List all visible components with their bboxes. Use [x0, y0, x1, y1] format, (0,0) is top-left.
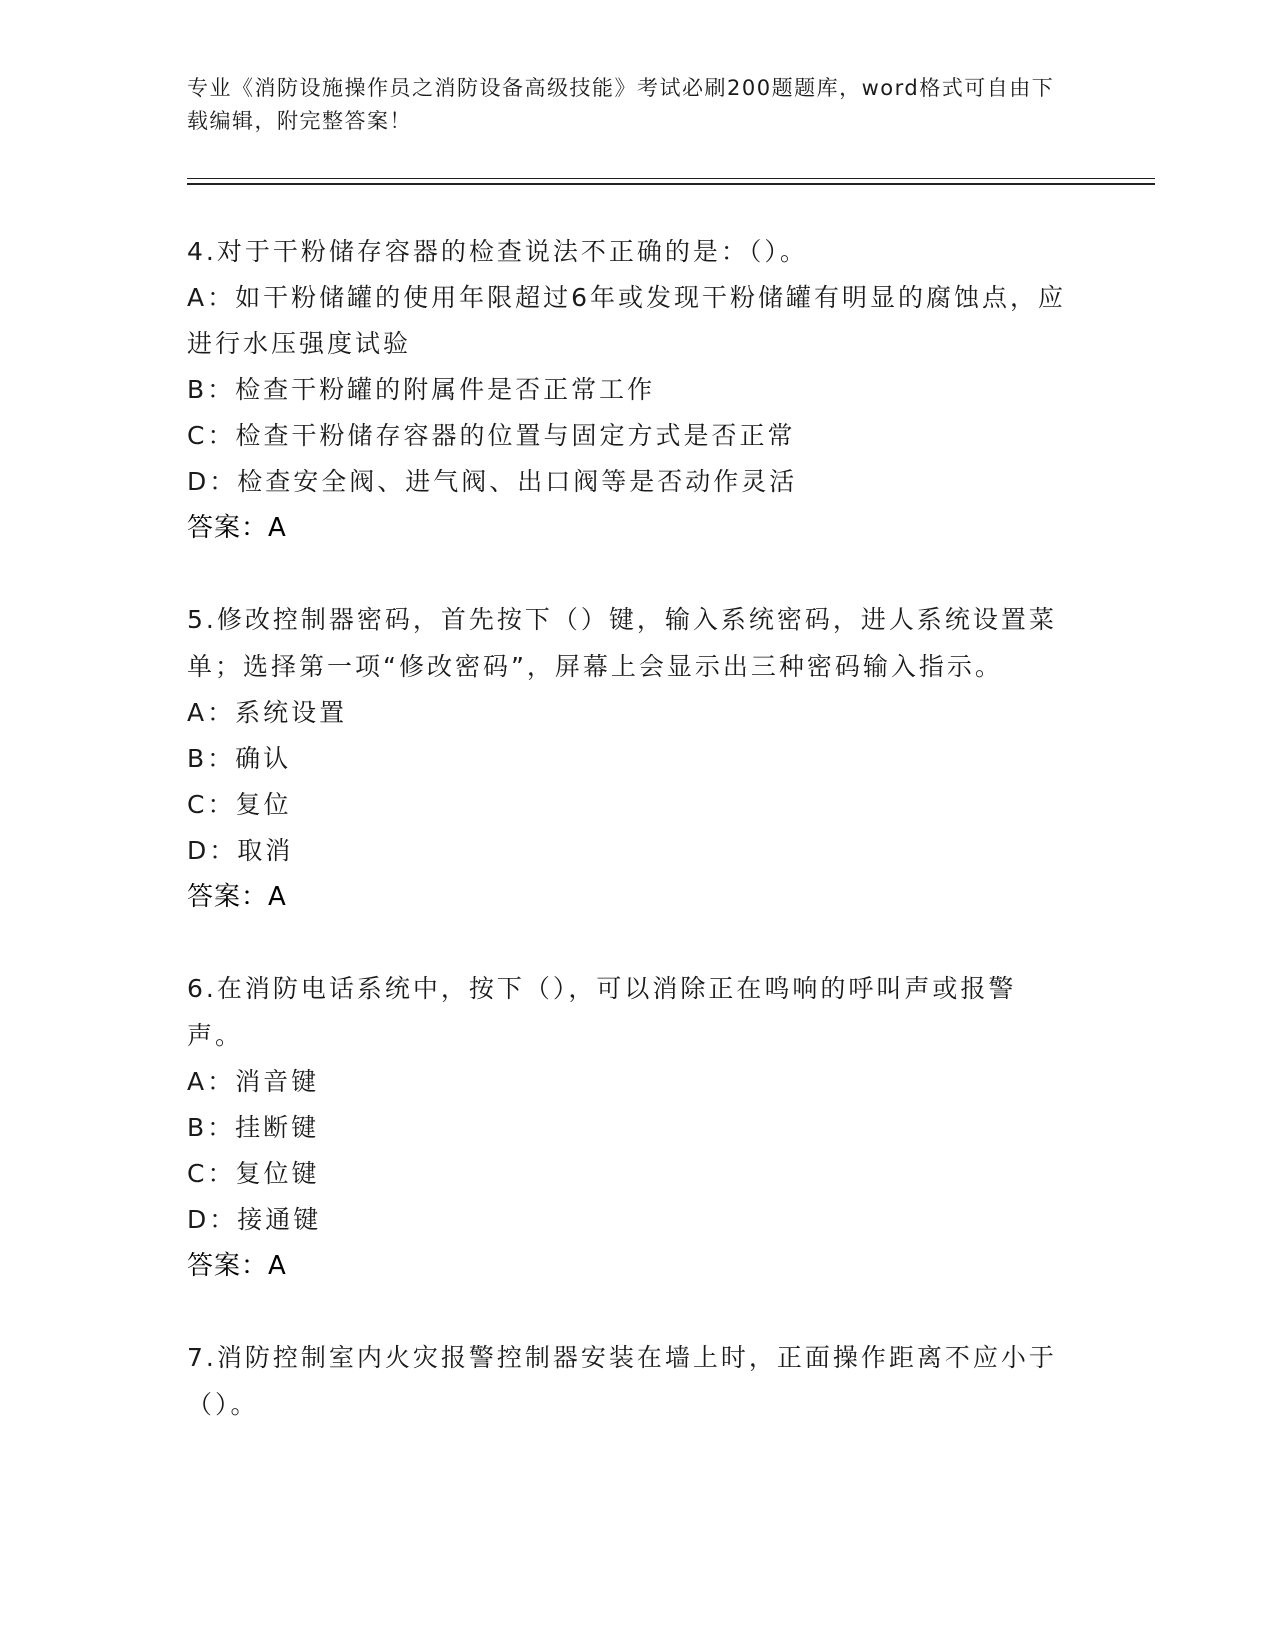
question-block	[187, 1334, 1067, 1428]
header-divider-thin	[187, 178, 1155, 179]
question-text: 4.对于干粉储存容器的检查说法不正确的是：（）。	[187, 237, 808, 266]
option-a: A：系统设置	[187, 698, 348, 727]
question-block	[187, 228, 1067, 551]
question-block	[187, 596, 1067, 920]
option-a: A：消音键	[187, 1067, 320, 1096]
document-header: 专业《消防设施操作员之消防设备高级技能》考试必刷200题题库，word格式可自由下载编辑，附完整答案！	[187, 76, 1055, 133]
option-d: D：取消	[187, 836, 294, 865]
option-d: D：接通键	[187, 1205, 322, 1234]
header-divider-thick	[187, 183, 1155, 185]
option-a: A：如干粉储罐的使用年限超过6年或发现干粉储罐有明显的腐蚀点，应进行水压强度试验	[187, 283, 1067, 358]
answer-text: 答案：A	[187, 513, 287, 543]
option-d: D：检查安全阀、进气阀、出口阀等是否动作灵活	[187, 467, 798, 496]
question-text: 5.修改控制器密码，首先按下（）键，输入系统密码，进人系统设置菜单；选择第一项“修改密码”，屏幕上会显示出三种密码输入指示。	[187, 605, 1057, 681]
option-c: C：复位	[187, 790, 292, 819]
question-text: 6.在消防电话系统中，按下（），可以消除正在鸣响的呼叫声或报警声。	[187, 974, 1017, 1050]
option-b: B：确认	[187, 744, 292, 773]
answer-text: 答案：A	[187, 1251, 287, 1281]
option-b: B：检查干粉罐的附属件是否正常工作	[187, 375, 656, 404]
question-list	[187, 228, 1067, 1473]
question-block	[187, 965, 1067, 1289]
question-text: 7.消防控制室内火灾报警控制器安装在墙上时，正面操作距离不应小于（）。	[187, 1343, 1057, 1419]
option-b: B：挂断键	[187, 1113, 320, 1142]
option-c: C：检查干粉储存容器的位置与固定方式是否正常	[187, 421, 796, 450]
option-c: C：复位键	[187, 1159, 320, 1188]
answer-text: 答案：A	[187, 882, 287, 912]
